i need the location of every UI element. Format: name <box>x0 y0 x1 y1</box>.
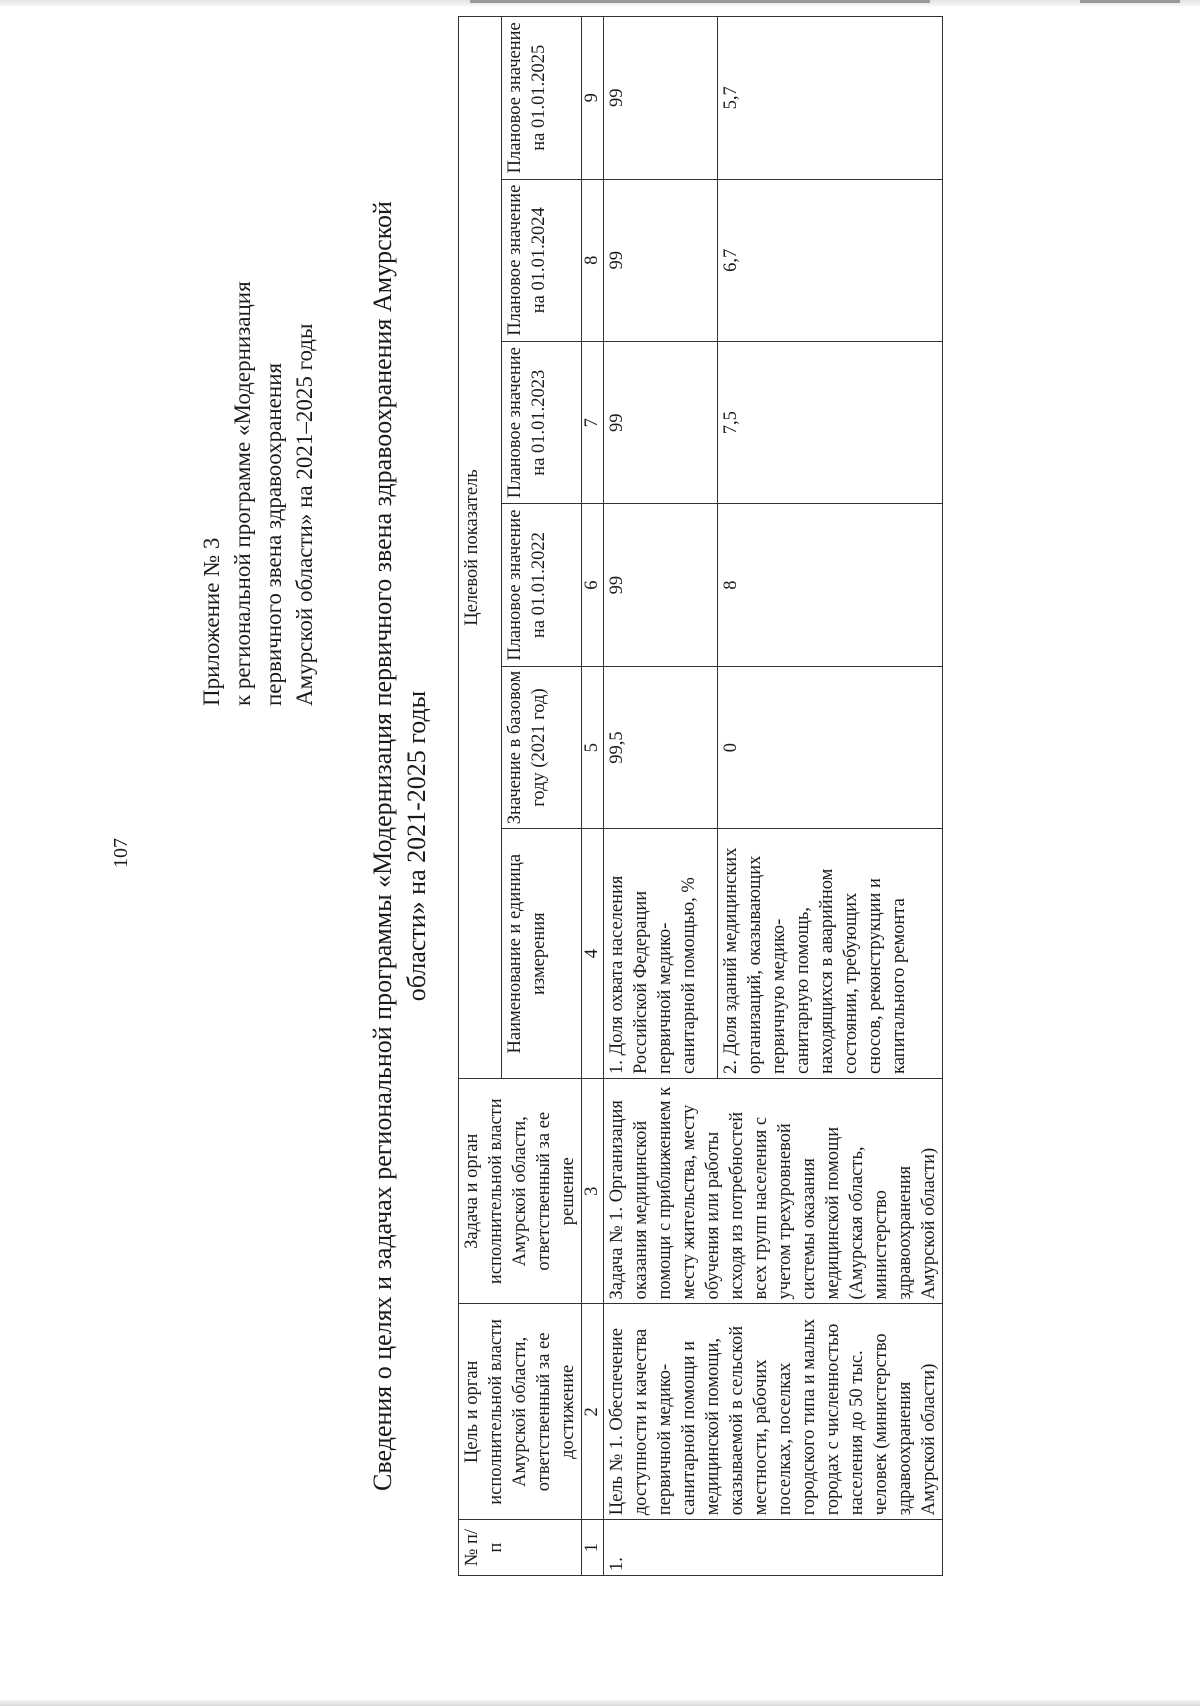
column-number: 5 <box>582 666 604 828</box>
plan-2024-value: 6,7 <box>718 179 943 341</box>
base-value: 99,5 <box>604 666 718 828</box>
table-row <box>604 17 718 1576</box>
column-number: 7 <box>582 341 604 503</box>
task-cell: Задача № 1. Организация оказания медицинской помощи с приближением к месту жительства, месту обучения или работы исходя из потребностей всех групп населения с учетом трехуровневой системы оказания медицинской помощи (Амурская область, министерство здравоохранения Амурской области) <box>604 1079 943 1304</box>
plan-2025-value: 99 <box>604 17 718 180</box>
title-line-2: области» на 2021-2025 годы <box>402 690 431 1002</box>
plan-2024-value: 99 <box>604 179 718 341</box>
header-row-1 <box>459 17 502 1576</box>
plan-2025-value: 5,7 <box>718 17 943 180</box>
column-number: 9 <box>582 17 604 180</box>
header-target-indicator: Целевой показатель <box>459 17 502 1079</box>
plan-2022-value: 99 <box>604 504 718 666</box>
indicator-name: 2. Доля зданий медицинских организаций, оказывающих первичную медико-санитарную помощь, находящихся в аварийном состоянии, требующих сносов, реконструкции и капитального ремонта <box>718 829 943 1079</box>
plan-2023-value: 7,5 <box>718 341 943 503</box>
header-task: Задача и орган исполнительной власти Амурской области, ответственный за ее решение <box>459 1079 582 1304</box>
page-number: 107 <box>110 838 132 868</box>
header-plan-2022: Плановое значение на 01.01.2022 <box>501 504 581 666</box>
header-plan-2024: Плановое значение на 01.01.2024 <box>501 179 581 341</box>
title-line-1: Сведения о целях и задачах региональной программы «Модернизация первичного звена здравоохранения Амурской <box>368 201 397 1491</box>
base-value: 0 <box>718 666 943 828</box>
document-title <box>366 186 434 1506</box>
column-number: 1 <box>582 1520 604 1576</box>
column-number: 8 <box>582 179 604 341</box>
header-num: № п/п <box>459 1520 582 1576</box>
appendix-block <box>196 6 320 706</box>
indicator-name: 1. Доля охвата населения Российской Федерации первичной медико-санитарной помощью, % <box>604 829 718 1079</box>
column-number: 2 <box>582 1304 604 1520</box>
appendix-line-1: Приложение № 3 <box>199 537 224 706</box>
goal-cell: Цель № 1. Обеспечение доступности и качества первичной медико-санитарной помощи и медицинской помощи, оказываемой в сельской местности, рабочих поселках, поселках городского типа и малых городах с численностью населения до 50 тыс. человек (министерство здравоохранения Амурской области) <box>604 1304 943 1520</box>
plan-2022-value: 8 <box>718 504 943 666</box>
appendix-line-2: к региональной программе «Модернизация <box>230 281 255 706</box>
goals-table <box>458 16 943 1576</box>
plan-2023-value: 99 <box>604 341 718 503</box>
appendix-line-4: Амурской области» на 2021–2025 годы <box>292 323 317 706</box>
header-plan-2023: Плановое значение на 01.01.2023 <box>501 341 581 503</box>
header-indicator-name: Наименование и единица измерения <box>501 829 581 1079</box>
header-goal: Цель и орган исполнительной власти Амурской области, ответственный за ее достижение <box>459 1304 582 1520</box>
column-number: 3 <box>582 1079 604 1304</box>
header-plan-2025: Плановое значение на 01.01.2025 <box>501 17 581 180</box>
column-number-row <box>582 17 604 1576</box>
column-number: 6 <box>582 504 604 666</box>
row-number: 1. <box>604 1520 943 1576</box>
appendix-line-3: первичного звена здравоохранения <box>261 362 286 706</box>
column-number: 4 <box>582 829 604 1079</box>
header-base-value: Значение в базовом году (2021 год) <box>501 666 581 828</box>
